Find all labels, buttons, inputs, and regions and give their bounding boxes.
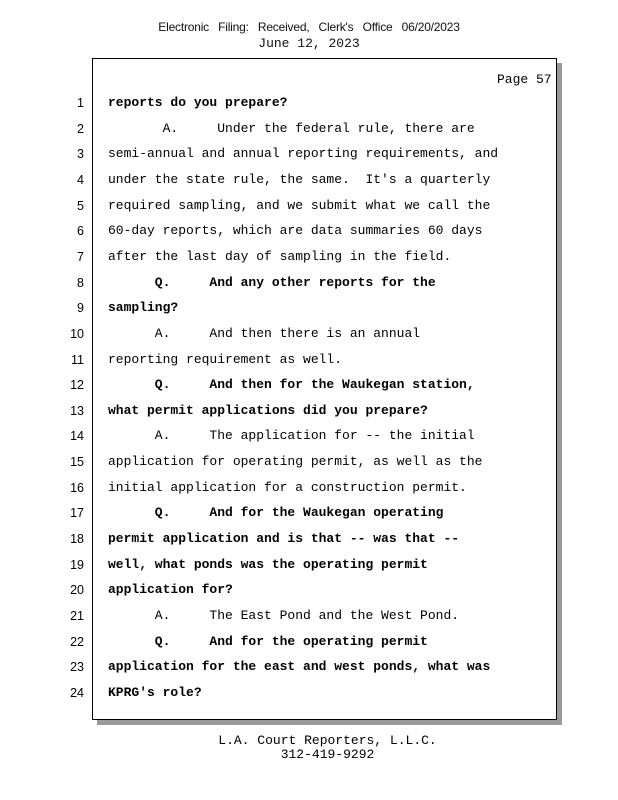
transcript-line: what permit applications did you prepare? — [108, 402, 428, 418]
line-number: 12 — [70, 378, 84, 393]
transcript-line: Q. And for the Waukegan operating — [108, 505, 444, 521]
line-number: 10 — [70, 326, 84, 341]
transcript-line: initial application for a construction permit. — [108, 479, 467, 495]
transcript-line: sampling? — [108, 300, 179, 316]
line-number: 4 — [77, 172, 84, 187]
transcript-line: KPRG's role? — [108, 684, 202, 700]
transcript-line: A. The East Pond and the West Pond. — [108, 608, 460, 623]
transcript-line: after the last day of sampling in the field. — [108, 248, 452, 264]
transcript-line: reports do you prepare? — [108, 95, 288, 110]
header-date: June 12, 2023 — [258, 36, 360, 51]
transcript-line: reporting requirement as well. — [108, 351, 343, 367]
line-number: 11 — [71, 352, 84, 367]
transcript-line: Q. And for the operating permit — [108, 633, 428, 649]
line-number: 8 — [77, 275, 84, 290]
transcript-line: under the state rule, the same. It's a quarterly — [108, 171, 491, 187]
filing-stamp: Electronic Filing: Received, Clerk's Office 06/20/2023 — [158, 20, 460, 34]
line-number: 9 — [77, 301, 84, 316]
transcript-line: A. And then there is an annual — [108, 325, 421, 341]
transcript-line: application for? — [108, 582, 233, 598]
line-number: 24 — [70, 685, 84, 700]
transcript-line: Q. And then for the Waukegan station, — [108, 377, 475, 393]
line-number: 5 — [77, 198, 84, 213]
footer-phone: 312-419-9292 — [280, 747, 375, 762]
line-number: 17 — [70, 506, 84, 521]
transcript-line: A. Under the federal rule, there are — [108, 120, 475, 136]
line-number: 22 — [70, 634, 84, 649]
line-number: 2 — [77, 121, 84, 136]
transcript-line: application for operating permit, as well as the — [108, 454, 483, 470]
line-number: 20 — [70, 583, 84, 598]
line-number: 21 — [70, 609, 84, 623]
line-number: 18 — [70, 532, 84, 547]
line-number: 7 — [77, 249, 84, 264]
line-number: 23 — [70, 660, 84, 675]
transcript-line: A. The application for -- the initial — [108, 428, 475, 444]
page-number: Page 57 — [497, 72, 552, 87]
transcript-line: well, what ponds was the operating permit — [108, 556, 428, 572]
transcript-line: 60-day reports, which are data summaries 60 days — [108, 223, 483, 239]
transcript-line: semi-annual and annual reporting requirements, and — [108, 146, 499, 162]
line-number: 19 — [70, 557, 84, 572]
transcript-line: required sampling, and we submit what we call the — [108, 197, 491, 213]
line-number: 3 — [77, 147, 84, 162]
transcript-line: application for the east and west ponds, what was — [108, 659, 491, 675]
line-number: 1 — [77, 96, 84, 110]
line-number: 14 — [70, 429, 84, 444]
line-number: 15 — [70, 455, 84, 470]
line-number: 16 — [70, 480, 84, 495]
transcript-line: Q. And any other reports for the — [108, 274, 436, 290]
transcript-line: permit application and is that -- was that -- — [108, 531, 460, 547]
line-number: 13 — [70, 403, 84, 418]
footer-company: L.A. Court Reporters, L.L.C. — [218, 733, 437, 748]
line-number: 6 — [77, 224, 84, 239]
